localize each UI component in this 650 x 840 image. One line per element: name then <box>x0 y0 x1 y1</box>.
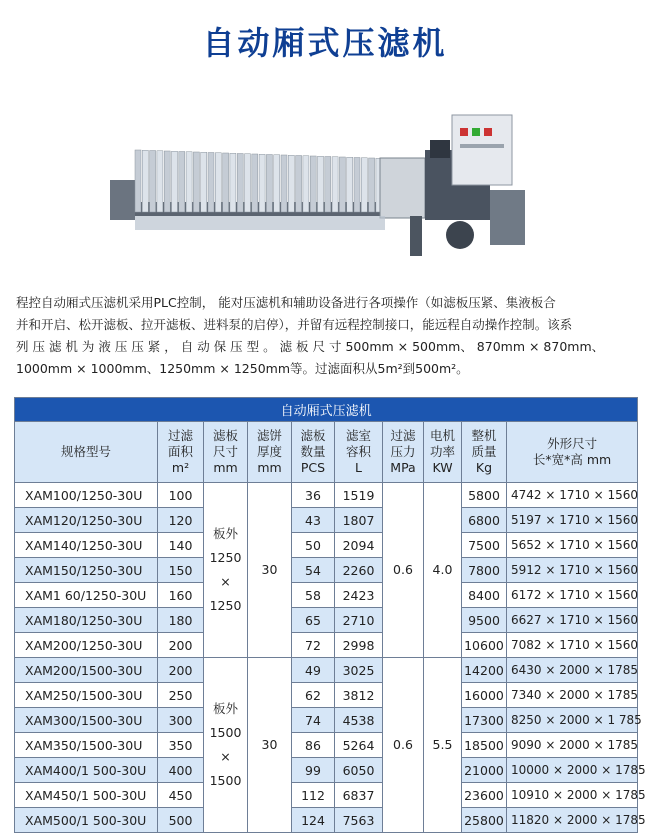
volume-cell: 1807 <box>335 508 383 533</box>
header-line: 数量 <box>300 444 326 459</box>
weight-cell: 21000 <box>462 758 507 783</box>
power-cell: 4.0 <box>424 483 462 658</box>
table-header-cell <box>248 422 292 483</box>
table-row <box>15 533 638 558</box>
plates-cell: 124 <box>292 808 335 833</box>
header-line: MPa <box>390 460 416 475</box>
plate-size-line: 板外 <box>212 526 238 541</box>
plate-size-cell <box>204 483 248 658</box>
header-line: mm <box>213 460 238 475</box>
model-cell: XAM100/1250-30U <box>15 483 158 508</box>
weight-cell: 6800 <box>462 508 507 533</box>
dimensions-cell: 6627 × 1710 × 1560 <box>507 608 638 633</box>
filter-press-machine-icon <box>110 110 540 270</box>
area-cell: 120 <box>158 508 204 533</box>
table-row <box>15 608 638 633</box>
model-cell: XAM300/1500-30U <box>15 708 158 733</box>
dimensions-cell: 6172 × 1710 × 1560 <box>507 583 638 608</box>
area-cell: 300 <box>158 708 204 733</box>
plates-cell: 86 <box>292 733 335 758</box>
model-cell: XAM200/1250-30U <box>15 633 158 658</box>
header-line: L <box>355 460 362 475</box>
weight-cell: 14200 <box>462 658 507 683</box>
header-line: 外形尺寸 <box>547 436 598 451</box>
model-cell: XAM120/1250-30U <box>15 508 158 533</box>
dimensions-cell: 11820 × 2000 × 1785 <box>507 808 638 833</box>
header-line: 功率 <box>429 444 455 459</box>
plates-cell: 49 <box>292 658 335 683</box>
plates-cell: 65 <box>292 608 335 633</box>
header-line: 规格型号 <box>60 444 111 459</box>
description-line: 并和开启、松开滤板、拉开滤板、进料泵的启停），并留有远程控制接口，能远程自动操作控制。该系 <box>16 317 573 332</box>
model-cell: XAM350/1500-30U <box>15 733 158 758</box>
volume-cell: 3812 <box>335 683 383 708</box>
description-line: 1000mm × 1000mm、1250mm × 1250mm等。过滤面积从5m²到500m²。 <box>16 361 469 376</box>
header-line: 滤室 <box>345 428 371 443</box>
dimensions-cell: 8250 × 2000 × 1 785 <box>507 708 638 733</box>
table-header-row <box>15 422 638 483</box>
dimensions-cell: 10000 × 2000 × 1785 <box>507 758 638 783</box>
volume-cell: 2423 <box>335 583 383 608</box>
header-line: 滤板 <box>212 428 238 443</box>
header-line: 面积 <box>167 444 193 459</box>
header-line: 长*宽*高 mm <box>532 452 612 467</box>
header-line: Kg <box>475 460 493 475</box>
area-cell: 450 <box>158 783 204 808</box>
header-line: 电机 <box>429 428 455 443</box>
plate-size-line: 1250 <box>209 550 242 565</box>
table-row <box>15 683 638 708</box>
area-cell: 150 <box>158 558 204 583</box>
plate-size-cell <box>204 658 248 833</box>
weight-cell: 23600 <box>462 783 507 808</box>
area-cell: 500 <box>158 808 204 833</box>
area-cell: 350 <box>158 733 204 758</box>
area-cell: 200 <box>158 633 204 658</box>
model-cell: XAM250/1500-30U <box>15 683 158 708</box>
plate-size-line: × <box>220 574 231 589</box>
header-line: 过滤 <box>167 428 193 443</box>
power-cell: 5.5 <box>424 658 462 833</box>
table-row <box>15 808 638 833</box>
weight-cell: 17300 <box>462 708 507 733</box>
table-header-cell <box>383 422 424 483</box>
header-line: m² <box>171 460 190 475</box>
plates-cell: 112 <box>292 783 335 808</box>
pressure-cell: 0.6 <box>383 658 424 833</box>
weight-cell: 25800 <box>462 808 507 833</box>
weight-cell: 5800 <box>462 483 507 508</box>
table-row <box>15 508 638 533</box>
plates-cell: 72 <box>292 633 335 658</box>
plates-cell: 36 <box>292 483 335 508</box>
plates-cell: 58 <box>292 583 335 608</box>
dimensions-cell: 10910 × 2000 × 1785 <box>507 783 638 808</box>
model-cell: XAM500/1 500-30U <box>15 808 158 833</box>
area-cell: 250 <box>158 683 204 708</box>
volume-cell: 6837 <box>335 783 383 808</box>
dimensions-cell: 9090 × 2000 × 1785 <box>507 733 638 758</box>
model-cell: XAM180/1250-30U <box>15 608 158 633</box>
plate-size-line: 板外 <box>212 701 238 716</box>
area-cell: 400 <box>158 758 204 783</box>
weight-cell: 18500 <box>462 733 507 758</box>
volume-cell: 2094 <box>335 533 383 558</box>
table-row <box>15 783 638 808</box>
table-header-cell <box>507 422 638 483</box>
volume-cell: 1519 <box>335 483 383 508</box>
volume-cell: 6050 <box>335 758 383 783</box>
model-cell: XAM150/1250-30U <box>15 558 158 583</box>
dimensions-cell: 5652 × 1710 × 1560 <box>507 533 638 558</box>
dimensions-cell: 6430 × 2000 × 1785 <box>507 658 638 683</box>
header-line: 滤板 <box>300 428 326 443</box>
weight-cell: 7800 <box>462 558 507 583</box>
header-line: 容积 <box>345 444 371 459</box>
weight-cell: 16000 <box>462 683 507 708</box>
header-line: 整机 <box>471 428 497 443</box>
header-line: KW <box>432 460 453 475</box>
weight-cell: 8400 <box>462 583 507 608</box>
cake-thickness-cell: 30 <box>248 658 292 833</box>
cake-thickness-cell: 30 <box>248 483 292 658</box>
area-cell: 180 <box>158 608 204 633</box>
dimensions-cell: 5912 × 1710 × 1560 <box>507 558 638 583</box>
volume-cell: 7563 <box>335 808 383 833</box>
volume-cell: 2260 <box>335 558 383 583</box>
plates-cell: 50 <box>292 533 335 558</box>
spec-table <box>14 397 646 833</box>
header-line: 压力 <box>390 444 416 459</box>
dimensions-cell: 7340 × 2000 × 1785 <box>507 683 638 708</box>
plate-size-line: 1500 <box>209 725 242 740</box>
header-line: 厚度 <box>256 444 282 459</box>
plates-cell: 54 <box>292 558 335 583</box>
weight-cell: 7500 <box>462 533 507 558</box>
weight-cell: 9500 <box>462 608 507 633</box>
header-line: 尺寸 <box>212 444 238 459</box>
table-row <box>15 483 638 508</box>
table-row <box>15 758 638 783</box>
dimensions-cell: 4742 × 1710 × 1560 <box>507 483 638 508</box>
plates-cell: 74 <box>292 708 335 733</box>
header-line: 滤饼 <box>256 428 282 443</box>
header-line: mm <box>257 460 282 475</box>
header-line: 过滤 <box>390 428 416 443</box>
table-row <box>15 633 638 658</box>
table-caption: 自动厢式压滤机 <box>15 398 638 422</box>
table-header-cell <box>15 422 158 483</box>
model-cell: XAM200/1500-30U <box>15 658 158 683</box>
table-header-cell <box>292 422 335 483</box>
area-cell: 140 <box>158 533 204 558</box>
area-cell: 100 <box>158 483 204 508</box>
volume-cell: 3025 <box>335 658 383 683</box>
table-header-cell <box>158 422 204 483</box>
model-cell: XAM400/1 500-30U <box>15 758 158 783</box>
table-row <box>15 708 638 733</box>
dimensions-cell: 5197 × 1710 × 1560 <box>507 508 638 533</box>
page-title: 自动厢式压滤机 <box>202 24 448 62</box>
table-header-cell <box>204 422 248 483</box>
table-header-cell <box>335 422 383 483</box>
table-row <box>15 658 638 683</box>
header-line: PCS <box>300 460 326 475</box>
description-paragraph <box>16 292 636 380</box>
weight-cell: 10600 <box>462 633 507 658</box>
plate-size-line: 1250 <box>209 598 242 613</box>
volume-cell: 2998 <box>335 633 383 658</box>
volume-cell: 4538 <box>335 708 383 733</box>
model-cell: XAM1 60/1250-30U <box>15 583 158 608</box>
dimensions-cell: 7082 × 1710 × 1560 <box>507 633 638 658</box>
area-cell: 200 <box>158 658 204 683</box>
plates-cell: 62 <box>292 683 335 708</box>
pressure-cell: 0.6 <box>383 483 424 658</box>
plate-size-line: 1500 <box>209 773 242 788</box>
volume-cell: 5264 <box>335 733 383 758</box>
model-cell: XAM450/1 500-30U <box>15 783 158 808</box>
table-row <box>15 558 638 583</box>
area-cell: 160 <box>158 583 204 608</box>
table-header-cell <box>424 422 462 483</box>
plate-size-line: × <box>220 749 231 764</box>
plates-cell: 99 <box>292 758 335 783</box>
volume-cell: 2710 <box>335 608 383 633</box>
plates-cell: 43 <box>292 508 335 533</box>
header-line: 质量 <box>471 444 497 459</box>
table-row <box>15 733 638 758</box>
table-row <box>15 583 638 608</box>
model-cell: XAM140/1250-30U <box>15 533 158 558</box>
description-line: 列 压 滤 机 为 液 压 压 紧 ， 自 动 保 压 型 。 滤 板 尺 寸 500mm × 500mm、 870mm × 870mm、 <box>16 339 605 354</box>
table-header-cell <box>462 422 507 483</box>
description-line: 程控自动厢式压滤机采用PLC控制， 能对压滤机和辅助设备进行各项操作（如滤板压紧、集液板合 <box>16 295 556 310</box>
